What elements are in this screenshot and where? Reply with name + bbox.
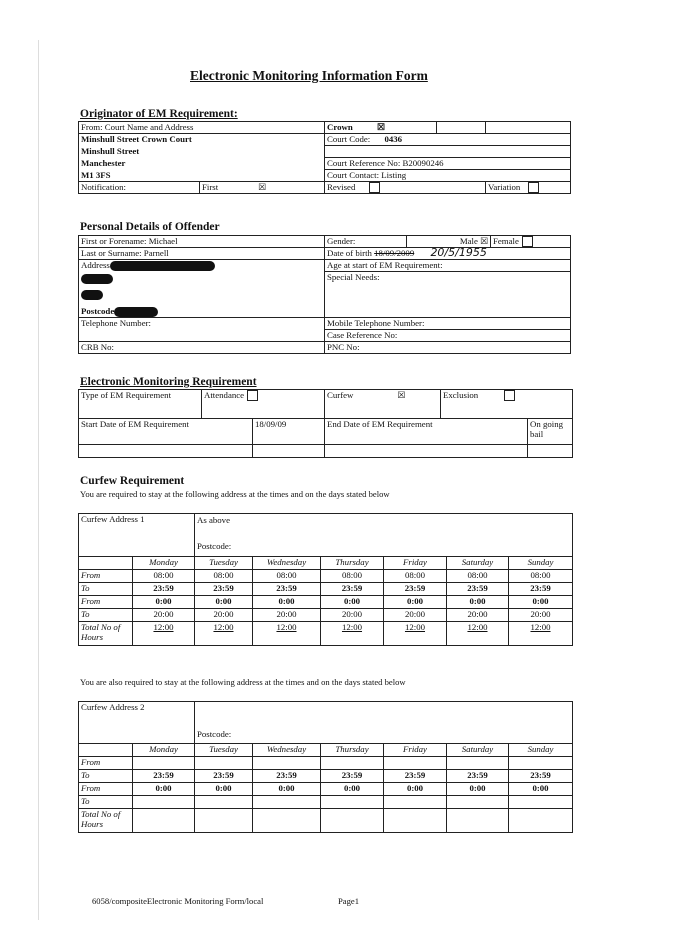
schedule-cell: 23:59: [447, 583, 509, 596]
schedule-row-label: From: [79, 757, 133, 770]
schedule-cell: 23:59: [509, 770, 573, 783]
first-label: First: [202, 182, 219, 192]
schedule-cell: 23:59: [253, 770, 321, 783]
exclusion-label: Exclusion: [443, 390, 479, 400]
offender-heading: Personal Details of Offender: [80, 221, 220, 233]
from-label: From: Court Name and Address: [79, 122, 325, 134]
crb-label: CRB No:: [79, 342, 325, 354]
schedule-row-label: To: [79, 609, 133, 622]
first-cell[interactable]: [200, 182, 325, 194]
schedule-cell: 23:59: [321, 770, 384, 783]
crown-label: Crown: [327, 122, 353, 132]
curfew-label: Curfew: [327, 390, 354, 400]
surname-value: Parnell: [143, 248, 169, 259]
revised-checkbox[interactable]: [369, 182, 380, 193]
schedule-cell: [195, 757, 253, 770]
curfew-intro: You are required to stay at the following address at the times and on the days stated below: [80, 489, 390, 499]
telephone-label: Telephone Number:: [79, 318, 325, 330]
schedule-cell: 08:00: [384, 570, 447, 583]
day-header: Wednesday: [253, 744, 321, 757]
schedule-cell: [253, 796, 321, 809]
forename-label: First or Forename:: [81, 236, 147, 246]
schedule-row-label: From: [79, 596, 133, 609]
schedule-cell: 08:00: [321, 570, 384, 583]
postcode-label: Postcode: [81, 305, 115, 316]
schedule-cell: 12:00: [509, 622, 573, 646]
court-code-label: Court Code:: [327, 134, 371, 144]
curfew-address-2-postcode: Postcode:: [197, 729, 232, 739]
redaction-bar: [114, 307, 158, 317]
curfew-table-1: [78, 513, 573, 646]
schedule-row-label: Total No of Hours: [79, 622, 133, 646]
day-header: Monday: [133, 557, 195, 570]
schedule-cell: [133, 809, 195, 833]
schedule-cell: 08:00: [509, 570, 573, 583]
schedule-row: [79, 609, 573, 622]
schedule-cell: 20:00: [133, 609, 195, 622]
age-label: Age at start of EM Requirement:: [325, 260, 571, 272]
schedule-cell: 20:00: [321, 609, 384, 622]
day-header: Saturday: [447, 557, 509, 570]
start-date-label: Start Date of EM Requirement: [79, 419, 253, 445]
female-label: Female: [493, 236, 519, 246]
schedule-cell: [384, 796, 447, 809]
court-postcode: M1 3FS: [79, 170, 325, 182]
crown-cell[interactable]: [325, 122, 437, 134]
page-edge-line: [38, 40, 39, 920]
day-header: Friday: [384, 557, 447, 570]
schedule-cell: 12:00: [253, 622, 321, 646]
curfew-heading: Curfew Requirement: [80, 475, 185, 487]
footer-page: Page1: [338, 896, 360, 906]
court-street: Minshull Street: [79, 146, 325, 158]
schedule-row: [79, 809, 573, 833]
day-header: Tuesday: [195, 557, 253, 570]
schedule-cell: 23:59: [384, 770, 447, 783]
day-header: Thursday: [321, 557, 384, 570]
day-header: Tuesday: [195, 744, 253, 757]
schedule-cell: 23:59: [384, 583, 447, 596]
schedule-cell: [133, 757, 195, 770]
redaction-bar: [81, 290, 103, 300]
schedule-cell: 23:59: [133, 583, 195, 596]
schedule-row-label: From: [79, 570, 133, 583]
schedule-cell: 23:59: [509, 583, 573, 596]
schedule-cell: [253, 757, 321, 770]
dob-label: Date of birth: [327, 248, 372, 259]
schedule-cell: [447, 796, 509, 809]
schedule-row: [79, 622, 573, 646]
schedule-cell: 0:00: [321, 783, 384, 796]
schedule-cell: [321, 796, 384, 809]
dob-struck-value: 18/09/2009: [374, 248, 415, 259]
originator-heading: Originator of EM Requirement:: [80, 108, 238, 120]
schedule-cell: [133, 796, 195, 809]
schedule-cell: 0:00: [447, 783, 509, 796]
schedule-cell: 0:00: [253, 783, 321, 796]
schedule-cell: 0:00: [253, 596, 321, 609]
curfew-address-2-label: Curfew Address 2: [79, 702, 195, 744]
day-header: Monday: [133, 744, 195, 757]
forename-value: Michael: [148, 236, 178, 246]
schedule-cell: 08:00: [133, 570, 195, 583]
court-ref-label: Court Reference No:: [327, 158, 401, 168]
crown-checkbox[interactable]: ☒: [376, 122, 385, 132]
schedule-cell: 12:00: [447, 622, 509, 646]
court-ref-value: B20090246: [402, 158, 444, 168]
schedule-cell: [509, 796, 573, 809]
schedule-cell: 12:00: [133, 622, 195, 646]
footer-path: 6058/compositeElectronic Monitoring Form/local: [92, 896, 264, 906]
attendance-checkbox[interactable]: [247, 390, 258, 401]
schedule-cell: [321, 809, 384, 833]
days-header-row: [79, 744, 573, 757]
court-name: Minshull Street Crown Court: [79, 134, 325, 146]
mobile-label: Mobile Telephone Number:: [325, 318, 571, 330]
schedule-cell: 08:00: [195, 570, 253, 583]
schedule-cell: [447, 757, 509, 770]
schedule-cell: 23:59: [253, 583, 321, 596]
schedule-cell: 23:59: [195, 770, 253, 783]
schedule-row-label: From: [79, 783, 133, 796]
schedule-cell: [253, 809, 321, 833]
schedule-cell: [321, 757, 384, 770]
schedule-cell: [195, 796, 253, 809]
gender-label: Gender:: [325, 236, 407, 248]
curfew-address-1-value: As above: [197, 515, 230, 525]
variation-checkbox[interactable]: [528, 182, 539, 193]
schedule-cell: [447, 809, 509, 833]
revised-label: Revised: [327, 182, 356, 192]
day-header: Friday: [384, 744, 447, 757]
end-date-value: On going bail: [528, 419, 573, 445]
schedule-row: [79, 783, 573, 796]
notification-label: Notification:: [79, 182, 200, 194]
crown-blank-2: [486, 122, 571, 134]
schedule-cell: 0:00: [447, 596, 509, 609]
schedule-cell: [509, 809, 573, 833]
schedule-cell: 20:00: [509, 609, 573, 622]
redaction-bar: [81, 274, 113, 284]
schedule-cell: 0:00: [133, 783, 195, 796]
first-checkbox[interactable]: ☒: [258, 182, 267, 192]
day-header: Wednesday: [253, 557, 321, 570]
schedule-cell: 20:00: [447, 609, 509, 622]
court-contact-label: Court Contact:: [327, 170, 380, 180]
schedule-cell: 0:00: [195, 783, 253, 796]
schedule-cell: 23:59: [133, 770, 195, 783]
redaction-bar: [110, 261, 215, 271]
day-header: Thursday: [321, 744, 384, 757]
schedule-row: [79, 770, 573, 783]
schedule-cell: 08:00: [253, 570, 321, 583]
schedule-cell: 0:00: [384, 783, 447, 796]
schedule-row: [79, 757, 573, 770]
schedule-cell: 0:00: [509, 596, 573, 609]
day-header: Sunday: [509, 557, 573, 570]
em-type-label: Type of EM Requirement: [79, 390, 202, 419]
schedule-cell: [509, 757, 573, 770]
schedule-cell: 12:00: [321, 622, 384, 646]
exclusion-checkbox[interactable]: [504, 390, 515, 401]
schedule-cell: [195, 809, 253, 833]
variation-label: Variation: [488, 182, 521, 192]
address-label: Address: [81, 260, 110, 271]
schedule-cell: 0:00: [195, 596, 253, 609]
end-date-label: End Date of EM Requirement: [325, 419, 528, 445]
court-city: Manchester: [79, 158, 325, 170]
schedule-cell: 23:59: [321, 583, 384, 596]
court-contact-value: Listing: [381, 170, 407, 180]
em-table: [78, 389, 573, 458]
originator-table: [78, 121, 571, 194]
em-heading: Electronic Monitoring Requirement: [80, 376, 257, 388]
schedule-row-label: Total No of Hours: [79, 809, 133, 833]
court-code-value: 0436: [384, 134, 403, 144]
start-date-value: 18/09/09: [253, 419, 325, 445]
schedule-row: [79, 796, 573, 809]
schedule-row-label: To: [79, 796, 133, 809]
form-title: Electronic Monitoring Information Form: [190, 68, 428, 83]
schedule-row: [79, 570, 573, 583]
schedule-cell: 0:00: [321, 596, 384, 609]
attendance-label: Attendance: [204, 390, 245, 400]
curfew-address-1-label: Curfew Address 1: [79, 514, 195, 557]
schedule-row-label: To: [79, 583, 133, 596]
schedule-cell: 12:00: [384, 622, 447, 646]
day-header: Saturday: [447, 744, 509, 757]
dob-handwritten-value: 20/5/1955: [430, 247, 487, 260]
schedule-cell: 0:00: [133, 596, 195, 609]
offender-table: [78, 235, 571, 354]
days-header-row: [79, 557, 573, 570]
schedule-cell: [384, 809, 447, 833]
schedule-cell: 20:00: [195, 609, 253, 622]
day-header: Sunday: [509, 744, 573, 757]
schedule-row: [79, 583, 573, 596]
male-checkbox[interactable]: ☒: [480, 236, 488, 246]
schedule-cell: 20:00: [253, 609, 321, 622]
case-ref-label: Case Reference No:: [325, 330, 571, 342]
male-label: Male: [459, 236, 478, 246]
schedule-cell: 0:00: [509, 783, 573, 796]
crown-blank: [437, 122, 486, 134]
pnc-label: PNC No:: [325, 342, 571, 354]
curfew-address-1-postcode: Postcode:: [197, 541, 232, 551]
curfew-table-2: [78, 701, 573, 833]
curfew-intro-2: You are also required to stay at the following address at the times and on the days stated below: [80, 677, 406, 687]
schedule-cell: [384, 757, 447, 770]
schedule-row-label: To: [79, 770, 133, 783]
curfew-checkbox[interactable]: ☒: [397, 390, 406, 400]
female-checkbox[interactable]: [522, 236, 533, 247]
schedule-cell: 23:59: [195, 583, 253, 596]
schedule-cell: 0:00: [384, 596, 447, 609]
schedule-cell: 20:00: [384, 609, 447, 622]
surname-label: Last or Surname:: [81, 248, 142, 259]
schedule-row: [79, 596, 573, 609]
special-needs-label: Special Needs:: [325, 272, 571, 306]
schedule-cell: 12:00: [195, 622, 253, 646]
schedule-cell: 08:00: [447, 570, 509, 583]
schedule-cell: 23:59: [447, 770, 509, 783]
